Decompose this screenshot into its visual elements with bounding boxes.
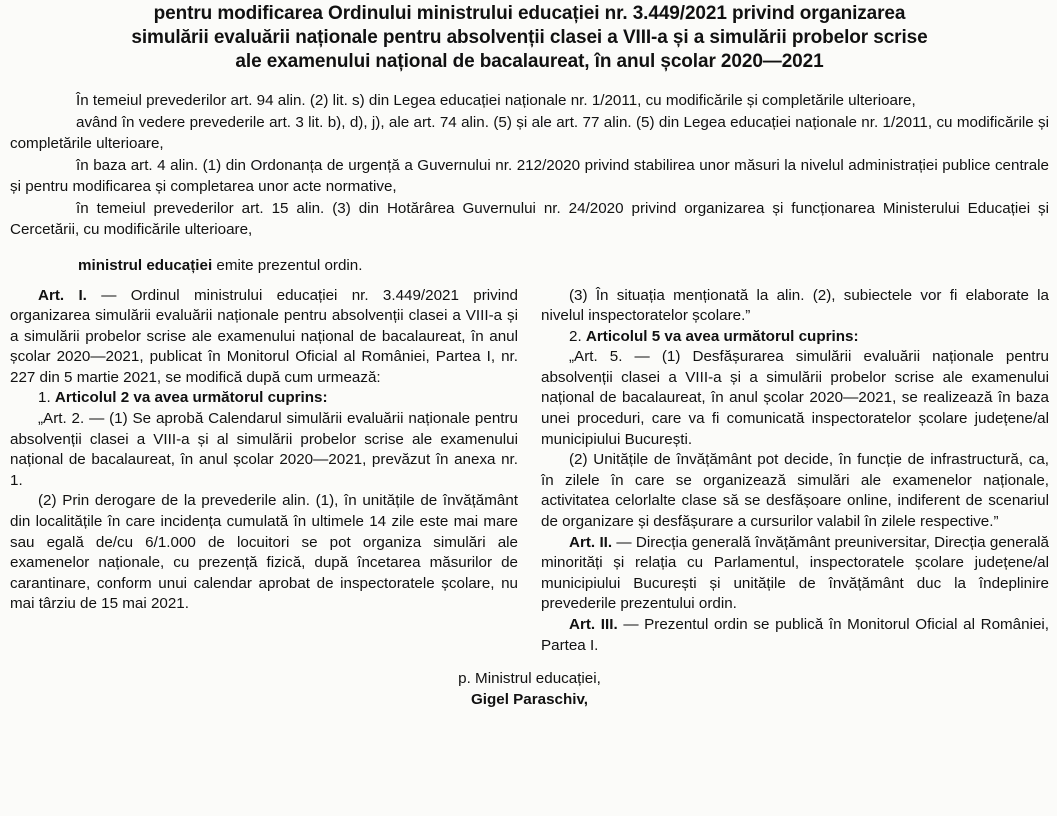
preamble-paragraph: având în vedere prevederile art. 3 lit. b), d), j), ale art. 74 alin. (5) și ale art. 77 alin. (5) din Legea educației naționale nr. 1/2011, cu modificările și completările ulterioare, bbox=[10, 113, 1049, 152]
article-3 bbox=[541, 615, 1049, 656]
issuer-name: ministrul educației bbox=[78, 256, 213, 274]
point-2-number: 2. bbox=[569, 327, 586, 345]
art-2-paragraph-2: (2) Prin derogare de la prevederile alin. (1), în unitățile de învățământ din localitățile în care incidența cumulată în ultimele 14 zile este mai mare sau egală de/cu 6/1.000 de locuitori se pot organiza simulări ale examenelor naționale, cu prezență fizică, după încetarea măsurilor de carantinare, conform unui calendar aprobat de inspectoratele școlare, nu mai târziu de 15 mai 2021. bbox=[10, 492, 518, 613]
article-1 bbox=[10, 286, 518, 389]
point-2-heading: Articolul 5 va avea următorul cuprins: bbox=[585, 327, 859, 345]
article-3-label: Art. III. bbox=[569, 616, 618, 633]
signatory-name: Gigel Paraschiv, bbox=[470, 691, 589, 709]
preamble bbox=[10, 90, 1049, 241]
article-1-label: Art. I. bbox=[38, 286, 87, 304]
point-1-heading: Articolul 2 va avea următorul cuprins: bbox=[54, 389, 328, 407]
point-1 bbox=[10, 388, 518, 409]
title-line-1: pentru modificarea Ordinului ministrului educației nr. 3.449/2021 privind organizarea bbox=[153, 3, 906, 24]
document-page bbox=[0, 2, 1057, 816]
article-2-label: Art. II. bbox=[569, 533, 613, 551]
article-2-text: — Direcția generală învățământ preuniversitar, Direcția generală minorități și relația cu Parlamentul, inspectoratele școlare județene/al municipiului București și unitățile de învățământ duc la îndeplinire prevederile prezentului ordin. bbox=[541, 533, 1049, 613]
article-1-text: — Ordinul ministrului educației nr. 3.449/2021 privind organizarea simulării evaluării naționale pentru absolvenții clasei a VIII-a și a simulării probelor scrise ale examenului național de bacalaureat, în anul școlar 2020—2021, publicat în Monitorul Oficial al României, Partea I, nr. 227 din 5 martie 2021, se modifică după cum urmează: bbox=[10, 286, 518, 386]
signature-role: p. Ministrul educației, bbox=[458, 670, 601, 688]
right-column bbox=[541, 286, 1049, 657]
title-line-3: ale examenului național de bacalaureat, în anul școlar 2020—2021 bbox=[235, 51, 824, 72]
point-2 bbox=[541, 327, 1049, 348]
point-1-number: 1. bbox=[38, 389, 55, 407]
order-title bbox=[10, 2, 1049, 74]
article-3-text: — Prezentul ordin se publică în Monitorul Oficial al României, Partea I. bbox=[541, 616, 1049, 654]
body-columns bbox=[10, 286, 1049, 657]
art-5-paragraph-1: „Art. 5. — (1) Desfășurarea simulării evaluării naționale pentru absolvenții clasei a VIII-a și a simulării probelor scrise ale examenului național de bacalaureat, în anul școlar 2020—2021, se realizează în baza unei proceduri, care va fi comunicată inspectoratelor școlare județene/al municipiului București. bbox=[541, 348, 1049, 448]
art-2-paragraph-1: „Art. 2. — (1) Se aprobă Calendarul simulării evaluării naționale pentru absolvenții clasei a VIII-a și al simulării probelor scrise ale examenului național de bacalaureat, în anul școlar 2020—2021, prevăzut în anexa nr. 1. bbox=[10, 410, 518, 489]
art-5-paragraph-2: (2) Unitățile de învățământ pot decide, în funcție de infrastructură, ca, în zilele în care se organizează simulări ale examenelor naționale, activitatea celorlalte clase să se desfășoare online, indiferent de scenariul de organizare și desfășurare a cursurilor valabil în zilele respective.” bbox=[541, 451, 1049, 531]
left-column bbox=[10, 286, 518, 657]
preamble-paragraph: în baza art. 4 alin. (1) din Ordonanța de urgență a Guvernului nr. 212/2020 privind stabilirea unor măsuri la nivelul administrației publice centrale și pentru modificarea și completarea unor acte normative, bbox=[10, 156, 1049, 195]
article-2 bbox=[541, 533, 1049, 615]
issuing-text: emite prezentul ordin. bbox=[212, 256, 363, 274]
issuing-statement bbox=[10, 255, 1049, 276]
preamble-paragraph: în temeiul prevederilor art. 15 alin. (3) din Hotărârea Guvernului nr. 24/2020 privind organizarea și funcționarea Ministerului Educației și Cercetării, cu modificările ulterioare, bbox=[10, 199, 1049, 238]
art-2-paragraph-3: (3) În situația menționată la alin. (2), subiectele vor fi elaborate la nivelul inspectoratelor școlare.” bbox=[541, 286, 1049, 325]
preamble-paragraph: În temeiul prevederilor art. 94 alin. (2) lit. s) din Legea educației naționale nr. 1/2011, cu modificările și completările ulterioare, bbox=[76, 92, 916, 109]
title-line-2: simulării evaluării naționale pentru absolvenții clasei a VIII-a și a simulării probelor scrise bbox=[131, 27, 928, 48]
signature-block bbox=[10, 668, 1049, 710]
